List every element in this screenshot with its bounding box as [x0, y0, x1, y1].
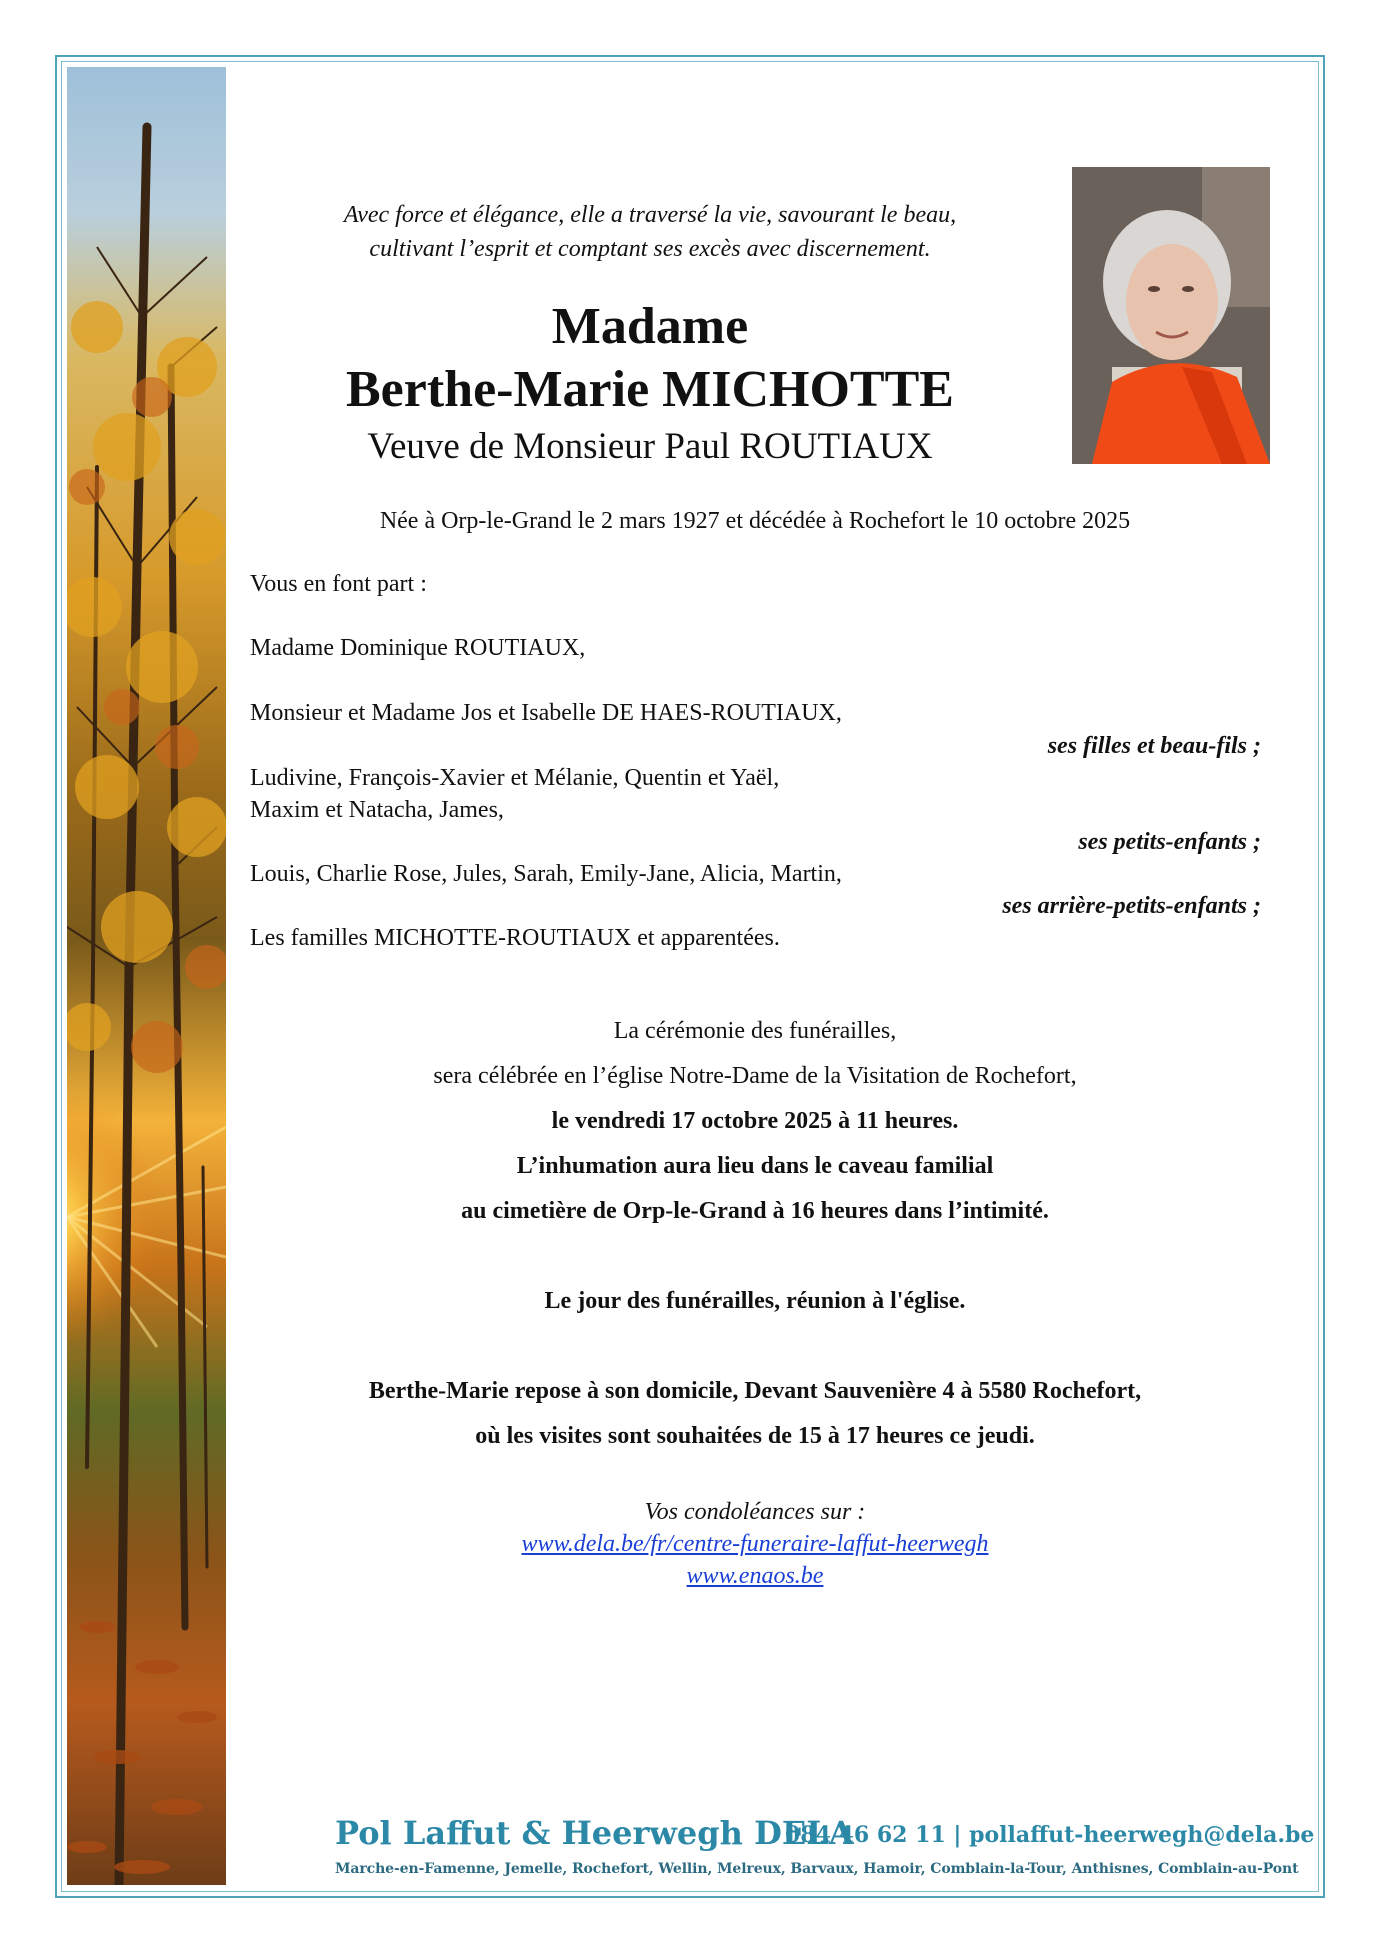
funeral-home-locations: Marche-en-Famenne, Jemelle, Rochefort, Wellin, Melreux, Barvaux, Hamoir, Comblain-la-Tour, Anthisnes, Comblain-au-Pont: [335, 1861, 1299, 1877]
ceremony-date: le vendredi 17 octobre 2025 à 11 heures.: [551, 1108, 959, 1134]
condolences-label: Vos condoléances sur :: [644, 1499, 866, 1525]
announcement-intro: Vous en font part :: [250, 571, 427, 597]
portrait-photo: [1072, 167, 1270, 464]
condolences-link-enaos[interactable]: www.enaos.be: [686, 1563, 824, 1589]
birth-death-dates: Née à Orp-le-Grand le 2 mars 1927 et décédée à Rochefort le 10 octobre 2025: [379, 508, 1131, 534]
family-line: Madame Dominique ROUTIAUX,: [250, 635, 586, 661]
burial-line: au cimetière de Orp-le-Grand à 16 heures dans l’intimité.: [461, 1198, 1049, 1224]
visitation-line: Berthe-Marie repose à son domicile, Devant Sauvenière 4 à 5580 Rochefort,: [368, 1378, 1142, 1404]
ceremony-line: sera célébrée en l’église Notre-Dame de la Visitation de Rochefort,: [433, 1063, 1077, 1089]
funeral-home-logo: Pol Laffut & Heerwegh DELA: [335, 1814, 854, 1852]
family-line: Les familles MICHOTTE-ROUTIAUX et apparentées.: [250, 925, 780, 951]
relation-label: ses petits-enfants ;: [1078, 829, 1261, 855]
burial-line: L’inhumation aura lieu dans le caveau familial: [516, 1153, 994, 1179]
deceased-name: Berthe-Marie MICHOTTE: [346, 361, 954, 418]
relation-label: ses filles et beau-fils ;: [1047, 733, 1261, 759]
visitation-line: où les visites sont souhaitées de 15 à 17 heures ce jeudi.: [475, 1423, 1035, 1449]
relation-label: ses arrière-petits-enfants ;: [1002, 893, 1261, 919]
family-line: Maxim et Natacha, James,: [250, 797, 504, 823]
quote-line-2: cultivant l’esprit et comptant ses excès avec discernement.: [369, 236, 931, 262]
honorific: Madame: [551, 298, 749, 355]
quote-line-1: Avec force et élégance, elle a traversé la vie, savourant le beau,: [343, 202, 957, 228]
funeral-home-contact: 084 46 62 11 | pollaffut-heerwegh@dela.be: [785, 1822, 1315, 1848]
autumn-trees-decoration: [67, 67, 226, 1885]
widow-of: Veuve de Monsieur Paul ROUTIAUX: [367, 426, 933, 467]
condolences-link-dela[interactable]: www.dela.be/fr/centre-funeraire-laffut-heerwegh: [521, 1531, 989, 1557]
family-line: Louis, Charlie Rose, Jules, Sarah, Emily-Jane, Alicia, Martin,: [250, 861, 842, 887]
meeting-line: Le jour des funérailles, réunion à l'église.: [544, 1288, 966, 1314]
family-line: Ludivine, François-Xavier et Mélanie, Quentin et Yaël,: [250, 765, 780, 791]
family-line: Monsieur et Madame Jos et Isabelle DE HAES-ROUTIAUX,: [250, 700, 842, 726]
ceremony-line: La cérémonie des funérailles,: [613, 1018, 897, 1044]
epitaph-quote: [260, 198, 1040, 266]
